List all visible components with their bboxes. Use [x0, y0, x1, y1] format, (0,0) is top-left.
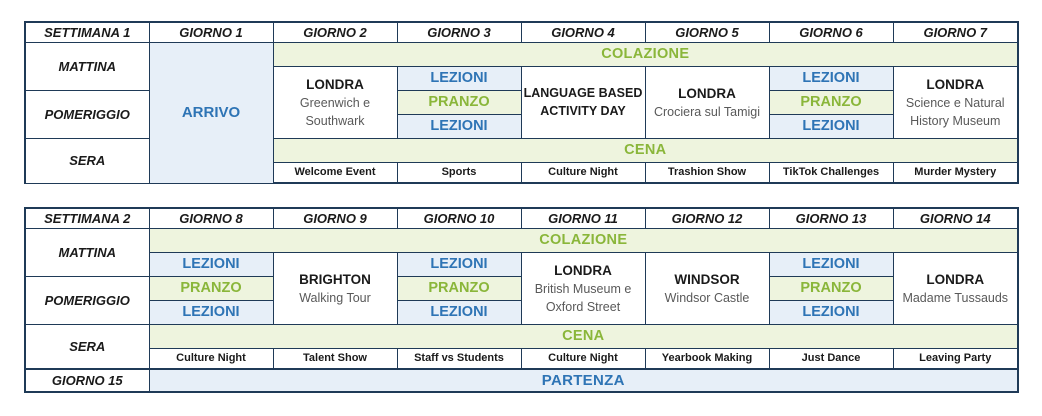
week1-schedule-table	[24, 21, 1019, 184]
day-activity-cell	[893, 66, 1018, 138]
activity-location: LONDRA	[554, 262, 612, 278]
row-label-evening: SERA	[25, 138, 149, 183]
activity-detail: History Museum	[910, 113, 1001, 128]
departure-band: PARTENZA	[149, 369, 1018, 392]
lessons-block: LEZIONI	[149, 300, 273, 324]
evening-event: TikTok Challenges	[769, 162, 893, 183]
lunch-block: PRANZO	[149, 276, 273, 300]
day-activity-cell	[645, 66, 769, 138]
row-label-morning: MATTINA	[25, 42, 149, 90]
day-activity-cell	[521, 252, 645, 324]
activity-location: LONDRA	[926, 271, 985, 287]
activity-detail: Science e Natural	[905, 95, 1005, 110]
day-header: GIORNO 10	[397, 208, 521, 228]
day-activity-cell	[273, 252, 397, 324]
day-header: GIORNO 7	[893, 22, 1018, 42]
day-header: GIORNO 9	[273, 208, 397, 228]
activity-detail: Walking Tour	[299, 290, 371, 305]
activity-detail: Greenwich e	[299, 95, 371, 110]
activity-location: LONDRA	[678, 85, 736, 101]
evening-event: Just Dance	[769, 348, 893, 369]
row-label-afternoon: POMERIGGIO	[25, 90, 149, 138]
day-header: GIORNO 3	[397, 22, 521, 42]
evening-event: Culture Night	[521, 348, 645, 369]
day-header: GIORNO 12	[645, 208, 769, 228]
lunch-block: PRANZO	[397, 276, 521, 300]
dinner-band: CENA	[149, 324, 1018, 348]
evening-event: Culture Night	[149, 348, 273, 369]
day-header: GIORNO 11	[521, 208, 645, 228]
activity-detail: Southwark	[305, 113, 365, 128]
evening-event: Staff vs Students	[397, 348, 521, 369]
week1-title: SETTIMANA 1	[25, 22, 149, 42]
day-activity-cell	[893, 252, 1018, 324]
row-label-morning: MATTINA	[25, 228, 149, 276]
lessons-block: LEZIONI	[397, 300, 521, 324]
activity-detail: Crociera sul Tamigi	[653, 104, 761, 119]
day-header: GIORNO 4	[521, 22, 645, 42]
day-header: GIORNO 8	[149, 208, 273, 228]
lessons-block: LEZIONI	[397, 66, 521, 90]
evening-event: Talent Show	[273, 348, 397, 369]
lessons-block: LEZIONI	[397, 114, 521, 138]
day-activity-cell	[273, 66, 397, 138]
lessons-block: LEZIONI	[769, 66, 893, 90]
evening-event: Murder Mystery	[893, 162, 1018, 183]
evening-event: Sports	[397, 162, 521, 183]
evening-event: Trashion Show	[645, 162, 769, 183]
day-header: GIORNO 13	[769, 208, 893, 228]
arrival-cell: ARRIVO	[149, 42, 273, 183]
activity-location: LONDRA	[926, 76, 985, 92]
breakfast-band: COLAZIONE	[149, 228, 1018, 252]
activity-location: WINDSOR	[674, 271, 740, 287]
row-label-final-day: GIORNO 15	[25, 369, 149, 392]
day-header: GIORNO 14	[893, 208, 1018, 228]
activity-location: LONDRA	[306, 76, 364, 92]
evening-event: Welcome Event	[273, 162, 397, 183]
day-activity-cell	[521, 66, 645, 138]
lessons-block: LEZIONI	[769, 300, 893, 324]
week2-title: SETTIMANA 2	[25, 208, 149, 228]
evening-event: Culture Night	[521, 162, 645, 183]
lessons-block: LEZIONI	[149, 252, 273, 276]
activity-detail: Oxford Street	[545, 299, 621, 314]
breakfast-band: COLAZIONE	[273, 42, 1018, 66]
day-header: GIORNO 1	[149, 22, 273, 42]
row-label-evening: SERA	[25, 324, 149, 369]
day-header: GIORNO 6	[769, 22, 893, 42]
lessons-block: LEZIONI	[769, 114, 893, 138]
lunch-block: PRANZO	[769, 90, 893, 114]
activity-detail: Windsor Castle	[664, 290, 750, 305]
activity-detail: British Museum e	[534, 281, 632, 296]
day-header: GIORNO 2	[273, 22, 397, 42]
lunch-block: PRANZO	[769, 276, 893, 300]
activity-title: ACTIVITY DAY	[540, 104, 626, 118]
lessons-block: LEZIONI	[397, 252, 521, 276]
lessons-block: LEZIONI	[769, 252, 893, 276]
activity-location: BRIGHTON	[299, 271, 371, 287]
activity-title: LANGUAGE BASED	[523, 86, 643, 100]
evening-event: Yearbook Making	[645, 348, 769, 369]
evening-event: Leaving Party	[893, 348, 1018, 369]
day-header: GIORNO 5	[645, 22, 769, 42]
activity-detail: Madame Tussauds	[902, 290, 1009, 305]
row-label-afternoon: POMERIGGIO	[25, 276, 149, 324]
lunch-block: PRANZO	[397, 90, 521, 114]
dinner-band: CENA	[273, 138, 1018, 162]
day-activity-cell	[645, 252, 769, 324]
week2-schedule-table	[24, 207, 1019, 393]
